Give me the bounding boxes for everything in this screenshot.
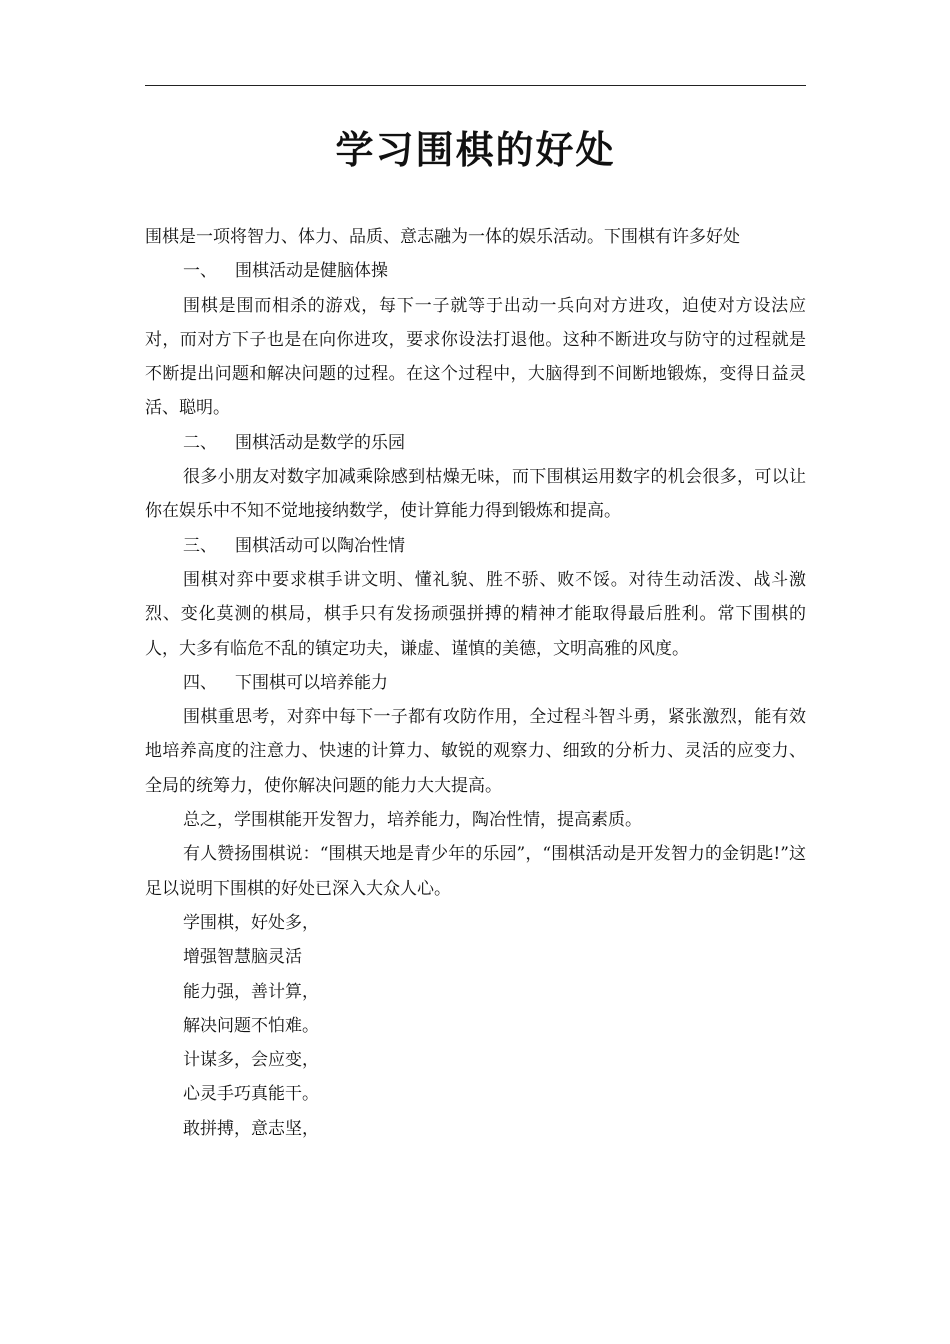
poem-line: 敢拼搏，意志坚， [183, 1118, 319, 1139]
document-title: 学习围棋的好处 [335, 127, 616, 172]
section-number: 一、 [183, 261, 217, 282]
section-heading-text: 下围棋可以培养能力 [235, 672, 388, 693]
section-number: 三、 [183, 535, 217, 556]
section-paragraph-1: 围棋是围而相杀的游戏，每下一子就等于出动一兵向对方进攻，迫使对方设法应对，而对方下子也是在向你进攻，要求你设法打退他。这种不断进攻与防守的过程就是不断提出问题和解决问题的过程。在这个过程中，大脑得到不间断地锻炼，变得日益灵活、聪明。 [145, 295, 806, 419]
section-number: 四、 [183, 672, 217, 693]
document-body [145, 220, 806, 1146]
section-paragraph-2: 很多小朋友对数字加减乘除感到枯燥无味，而下围棋运用数字的机会很多，可以让你在娱乐中不知不觉地接纳数学，使计算能力得到锻炼和提高。 [145, 467, 806, 522]
header-rule [145, 85, 806, 86]
quote-paragraph: 有人赞扬围棋说：“围棋天地是青少年的乐园”，“围棋活动是开发智力的金钥匙!”这足以说明下围棋的好处已深入大众人心。 [145, 844, 806, 899]
section-heading-3 [145, 529, 806, 563]
section-heading-1 [145, 254, 806, 288]
section-heading-4 [145, 666, 806, 700]
section-heading-text: 围棋活动是数学的乐园 [235, 432, 405, 453]
summary-paragraph: 总之，学围棋能开发智力，培养能力，陶冶性情，提高素质。 [183, 810, 642, 831]
section-number: 二、 [183, 432, 217, 453]
poem-line: 增强智慧脑灵活 [183, 947, 302, 968]
poem-line: 计谋多，会应变， [183, 1050, 319, 1071]
section-heading-2 [145, 426, 806, 460]
section-heading-text: 围棋活动是健脑体操 [235, 261, 388, 282]
section-paragraph-3: 围棋对弈中要求棋手讲文明、懂礼貌、胜不骄、败不馁。对待生动活泼、战斗激烈、变化莫测的棋局，棋手只有发扬顽强拼搏的精神才能取得最后胜利。常下围棋的人，大多有临危不乱的镇定功夫，谦虚、谨慎的美德，文明高雅的风度。 [145, 569, 806, 659]
section-heading-text: 围棋活动可以陶冶性情 [235, 535, 405, 556]
section-paragraph-4: 围棋重思考，对弈中每下一子都有攻防作用，全过程斗智斗勇，紧张激烈，能有效地培养高度的注意力、快速的计算力、敏锐的观察力、细致的分析力、灵活的应变力、全局的统筹力，使你解决问题的能力大大提高。 [145, 707, 806, 796]
poem-line: 心灵手巧真能干。 [183, 1084, 319, 1105]
poem-line: 学围棋，好处多， [183, 912, 319, 933]
poem-line: 能力强，善计算， [183, 981, 319, 1002]
intro-paragraph: 围棋是一项将智力、体力、品质、意志融为一体的娱乐活动。下围棋有许多好处 [145, 227, 740, 247]
poem-line: 解决问题不怕难。 [183, 1015, 319, 1036]
